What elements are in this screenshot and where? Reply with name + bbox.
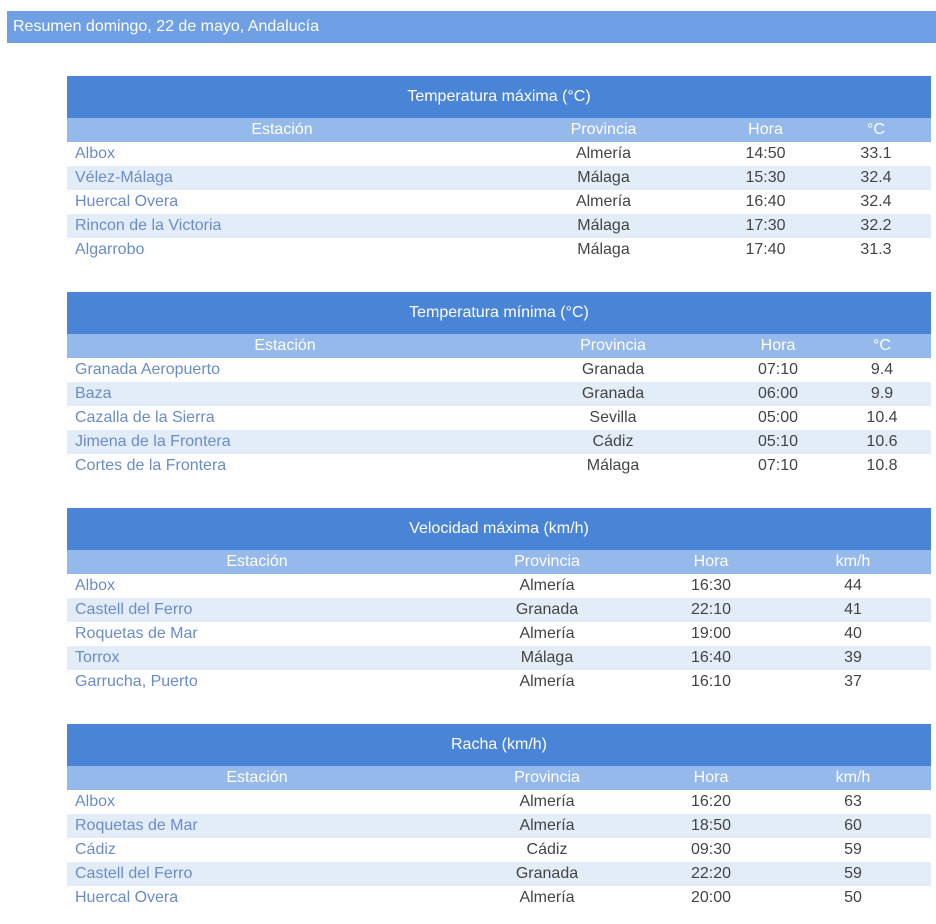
station-link[interactable]: Cádiz: [75, 841, 116, 858]
value-cell: 40: [844, 625, 862, 642]
station-link[interactable]: Torrox: [67, 646, 447, 670]
data-table: [67, 766, 931, 910]
provincia-cell: Málaga: [577, 241, 630, 258]
provincia-cell: Málaga: [586, 457, 640, 474]
hora-cell: 06:00: [723, 382, 833, 406]
hora-cell: 16:20: [690, 793, 732, 810]
provincia-cell: Almería: [575, 145, 632, 162]
data-table: [67, 550, 931, 694]
value-cell: 32.4: [860, 193, 892, 210]
hora-cell: 16:30: [690, 577, 732, 594]
hora-cell: 05:00: [757, 409, 799, 426]
table-row: [67, 646, 931, 670]
value-cell: 59: [775, 862, 931, 886]
value-cell: 60: [775, 814, 931, 838]
value-cell: 63: [844, 793, 862, 810]
hora-cell: 14:50: [745, 145, 786, 162]
column-header-hora[interactable]: Hora: [647, 766, 775, 790]
table-row: [67, 358, 931, 382]
table-temperatura-minima: [67, 292, 931, 478]
column-header-value[interactable]: km/h: [775, 766, 931, 790]
value-cell: 50: [844, 889, 862, 906]
value-cell: 31.3: [860, 241, 892, 258]
provincia-cell: Almería: [447, 814, 647, 838]
provincia-cell: Almería: [519, 625, 575, 642]
provincia-cell: Granada: [503, 382, 723, 406]
value-cell: 32.2: [821, 214, 931, 238]
column-header-row: [67, 550, 931, 574]
value-cell: 10.8: [866, 457, 898, 474]
hora-cell: 09:30: [690, 841, 732, 858]
table-velocidad-maxima: [67, 508, 931, 694]
value-cell: 41: [775, 598, 931, 622]
hora-cell: 20:00: [690, 889, 732, 906]
column-header-value[interactable]: °C: [821, 118, 931, 142]
hora-cell: 16:40: [745, 193, 786, 210]
station-link[interactable]: Vélez-Málaga: [67, 166, 497, 190]
provincia-cell: Granada: [447, 598, 647, 622]
station-link[interactable]: Roquetas de Mar: [75, 625, 198, 642]
station-link[interactable]: Cortes de la Frontera: [75, 457, 227, 474]
table-row: [67, 166, 931, 190]
column-header-value[interactable]: km/h: [775, 550, 931, 574]
value-cell: 9.4: [870, 361, 894, 378]
station-link[interactable]: Albox: [75, 793, 116, 810]
table-row: [67, 406, 931, 430]
provincia-cell: Almería: [519, 793, 575, 810]
value-cell: 44: [844, 577, 862, 594]
table-row: [67, 454, 931, 478]
value-cell: 9.9: [833, 382, 931, 406]
hora-cell: 18:50: [647, 814, 775, 838]
column-header-provincia[interactable]: Provincia: [503, 334, 723, 358]
table-title: Racha (km/h): [67, 724, 931, 766]
provincia-cell: Granada: [447, 862, 647, 886]
table-row: [67, 142, 931, 166]
column-header-row: [67, 118, 931, 142]
station-link[interactable]: Albox: [75, 145, 116, 162]
provincia-cell: Málaga: [447, 646, 647, 670]
table-row: [67, 622, 931, 646]
station-link[interactable]: Huercal Overa: [75, 193, 179, 210]
station-link[interactable]: Baza: [67, 382, 503, 406]
table-row: [67, 238, 931, 262]
table-racha: [67, 724, 931, 910]
station-link[interactable]: Granada Aeropuerto: [75, 361, 220, 378]
value-cell: 10.4: [866, 409, 898, 426]
provincia-cell: Cádiz: [503, 430, 723, 454]
column-header-hora[interactable]: Hora: [647, 550, 775, 574]
station-link[interactable]: Castell del Ferro: [67, 598, 447, 622]
value-cell: 37: [844, 673, 862, 690]
column-header-row: [67, 334, 931, 358]
column-header-estacion[interactable]: Estación: [67, 118, 497, 142]
table-row: [67, 838, 931, 862]
column-header-provincia[interactable]: Provincia: [447, 766, 647, 790]
provincia-cell: Almería: [519, 577, 575, 594]
value-cell: 32.4: [821, 166, 931, 190]
provincia-cell: Almería: [575, 193, 632, 210]
hora-cell: 16:10: [690, 673, 732, 690]
column-header-hora[interactable]: Hora: [723, 334, 833, 358]
column-header-estacion[interactable]: Estación: [67, 334, 503, 358]
provincia-cell: Málaga: [497, 214, 710, 238]
station-link[interactable]: Cazalla de la Sierra: [75, 409, 215, 426]
page-title: Resumen domingo, 22 de mayo, Andalucía: [7, 11, 936, 43]
hora-cell: 07:10: [757, 457, 799, 474]
provincia-cell: Granada: [581, 361, 645, 378]
provincia-cell: Cádiz: [526, 841, 568, 858]
value-cell: 39: [775, 646, 931, 670]
value-cell: 33.1: [860, 145, 892, 162]
table-row: [67, 886, 931, 910]
provincia-cell: Málaga: [497, 166, 710, 190]
column-header-row: [67, 766, 931, 790]
station-link[interactable]: Garrucha, Puerto: [75, 673, 198, 690]
hora-cell: 22:20: [647, 862, 775, 886]
hora-cell: 16:40: [647, 646, 775, 670]
station-link[interactable]: Roquetas de Mar: [67, 814, 447, 838]
table-title: Temperatura mínima (°C): [67, 292, 931, 334]
table-temperatura-maxima: [67, 76, 931, 262]
data-table: [67, 118, 931, 262]
hora-cell: 05:10: [723, 430, 833, 454]
column-header-estacion[interactable]: Estación: [67, 550, 447, 574]
value-cell: 59: [844, 841, 862, 858]
provincia-cell: Sevilla: [589, 409, 637, 426]
table-row: [67, 214, 931, 238]
column-header-value[interactable]: °C: [833, 334, 931, 358]
column-header-estacion[interactable]: Estación: [67, 766, 447, 790]
data-table: [67, 334, 931, 478]
hora-cell: 17:30: [710, 214, 821, 238]
table-row: [67, 382, 931, 406]
station-link[interactable]: Huercal Overa: [75, 889, 179, 906]
station-link[interactable]: Jimena de la Frontera: [67, 430, 503, 454]
hora-cell: 07:10: [757, 361, 799, 378]
table-row: [67, 670, 931, 694]
station-link[interactable]: Albox: [75, 577, 116, 594]
table-title: Temperatura máxima (°C): [67, 76, 931, 118]
table-row: [67, 814, 931, 838]
hora-cell: 15:30: [710, 166, 821, 190]
column-header-hora[interactable]: Hora: [710, 118, 821, 142]
value-cell: 10.6: [833, 430, 931, 454]
hora-cell: 22:10: [647, 598, 775, 622]
table-row: [67, 862, 931, 886]
provincia-cell: Almería: [519, 673, 575, 690]
hora-cell: 19:00: [690, 625, 732, 642]
table-row: [67, 430, 931, 454]
table-row: [67, 598, 931, 622]
table-row: [67, 790, 931, 814]
table-row: [67, 190, 931, 214]
table-row: [67, 574, 931, 598]
hora-cell: 17:40: [745, 241, 786, 258]
provincia-cell: Almería: [519, 889, 575, 906]
station-link[interactable]: Algarrobo: [75, 241, 145, 258]
station-link[interactable]: Rincon de la Victoria: [67, 214, 497, 238]
column-header-provincia[interactable]: Provincia: [447, 550, 647, 574]
column-header-provincia[interactable]: Provincia: [497, 118, 710, 142]
table-title: Velocidad máxima (km/h): [67, 508, 931, 550]
station-link[interactable]: Castell del Ferro: [67, 862, 447, 886]
